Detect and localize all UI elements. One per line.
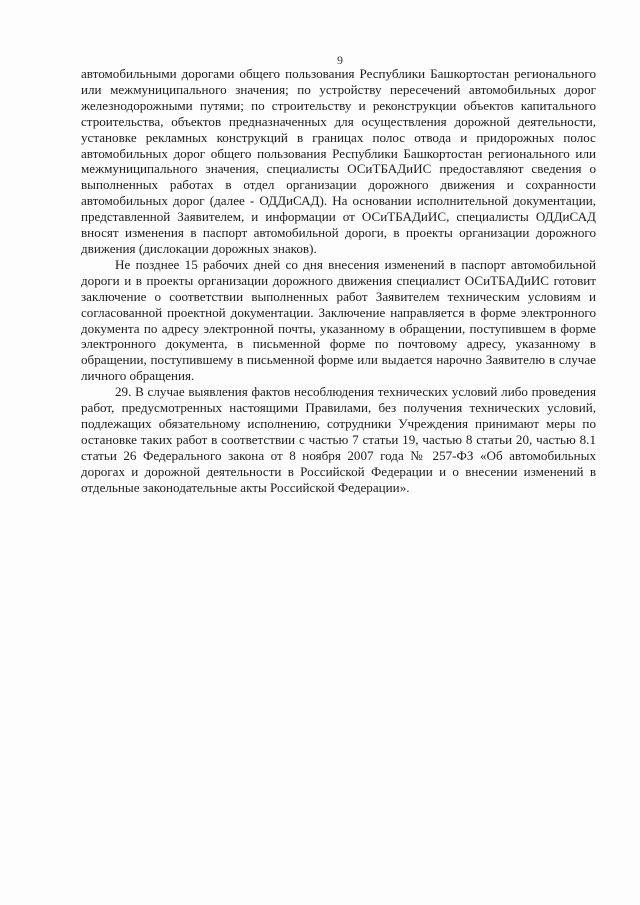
paragraph-continuation: автомобильными дорогами общего пользования Республики Башкортостан регионального или межмуниципального значения; по устройству пересечений автомобильных дорог железнодорожными путями; по строительству и реконструкции объектов капитального строительства, объектов предназначенных для осуществления дорожной деятельности, установке рекламных конструкций в границах полос отвода и придорожных полос автомобильных дорог общего пользования Республики Башкортостан регионального или межмуниципального значения, специалисты ОСиТБАДиИС предоставляют сведения о выполненных работах в отдел организации дорожного движения и сохранности автомобильных дорог (далее - ОДДиСАД). На основании исполнительной документации, представленной Заявителем, и информации от ОСиТБАДиИС, специалисты ОДДиСАД вносят изменения в паспорт автомобильной дороги, в проекты организации дорожного движения (дислокации дорожных знаков). bbox=[81, 66, 596, 256]
paragraph-conclusion: Не позднее 15 рабочих дней со дня внесения изменений в паспорт автомобильной дороги и в проекты организации дорожного движения специалист ОСиТБАДиИС готовит заключение о соответствии выполненных работ Заявителем техническим условиям и согласованной проектной документации. Заключение направляется в форме электронного документа по адресу электронной почты, указанному в обращении, поступившем в форме электронного документа, в письменной форме по почтовому адресу, указанному в обращении, поступившему в письменной форме или выдается нарочно Заявителю в случае личного обращения. bbox=[81, 256, 596, 384]
page-number: 9 bbox=[337, 53, 343, 67]
document-body bbox=[81, 66, 596, 495]
paragraph-item-29: 29. В случае выявления фактов несоблюдения технических условий либо проведения работ, предусмотренных настоящими Правилами, без получения технических условий, подлежащих обязательному исполнению, сотрудники Учреждения принимают меры по остановке таких работ в соответствии с частью 7 статьи 19, частью 8 статьи 20, частью 8.1 статьи 26 Федерального закона от 8 ноября 2007 года № 257-ФЗ «Об автомобильных дорогах и дорожной деятельности в Российской Федерации и о внесении изменений в отдельные законодательные акты Российской Федерации». bbox=[81, 384, 596, 495]
